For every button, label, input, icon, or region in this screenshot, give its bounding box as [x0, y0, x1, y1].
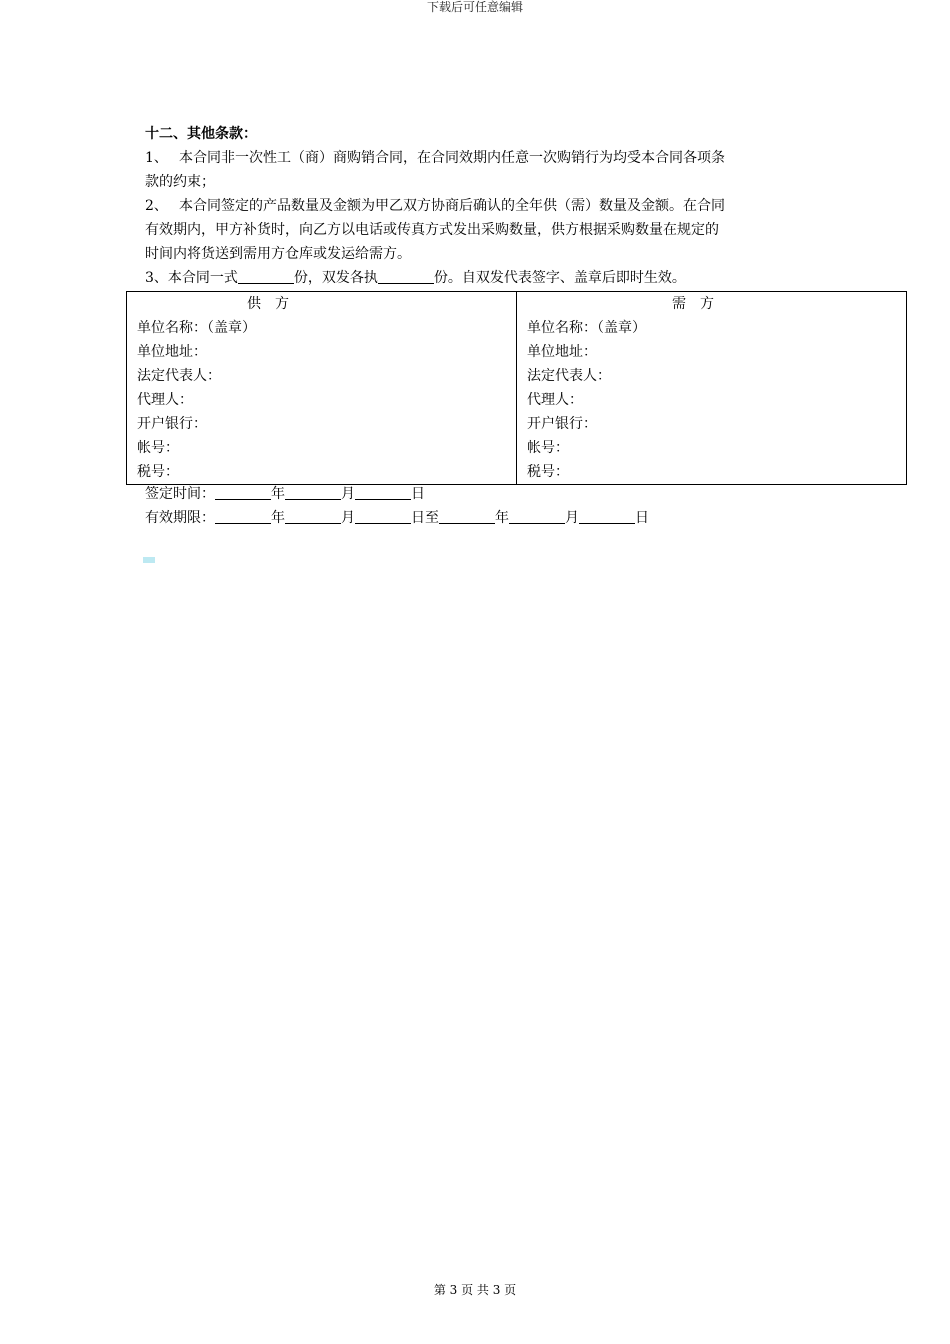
clause-3	[145, 266, 805, 290]
end-month-blank[interactable]	[509, 509, 565, 524]
clause-number: 2、	[145, 198, 168, 214]
buyer-column	[517, 292, 907, 485]
validity-label: 有效期限：	[145, 510, 215, 526]
signing-date-line	[145, 482, 649, 506]
clause-text: 本合同非一次性工（商）商购销合同，在合同效期内任意一次购销行为均受本合同各项条	[179, 150, 725, 166]
clause-2-continued: 有效期内，甲方补货时，向乙方以电话或传真方式发出采购数量，供方根据采购数量在规定的	[145, 222, 719, 238]
clause-number: 1、	[145, 150, 168, 166]
clause-text: 份，双发各执	[293, 270, 378, 286]
buyer-field: 法定代表人：	[527, 368, 611, 384]
supplier-field: 代理人：	[137, 392, 193, 408]
to-label: 日至	[411, 510, 439, 526]
buyer-field: 税号：	[527, 464, 569, 480]
start-month-blank[interactable]	[285, 509, 341, 524]
supplier-field: 开户银行：	[137, 416, 207, 432]
page-footer: 第 3 页 共 3 页	[433, 1283, 517, 1297]
supplier-heading: 供 方	[247, 296, 289, 312]
signing-date-label: 签定时间：	[145, 486, 215, 502]
other-terms-section	[145, 122, 805, 290]
supplier-field: 法定代表人：	[137, 368, 221, 384]
end-year-blank[interactable]	[439, 509, 495, 524]
supplier-column	[127, 292, 517, 485]
page-header: 下载后可任意编辑	[426, 0, 523, 14]
clause-text: 份。自双发代表签字、盖章后即时生效。	[433, 270, 686, 286]
month-label: 月	[341, 510, 355, 526]
supplier-field: 税号：	[137, 464, 179, 480]
cursor-marker	[143, 557, 155, 563]
signing-year-blank[interactable]	[215, 485, 271, 500]
buyer-field: 开户银行：	[527, 416, 597, 432]
buyer-heading: 需 方	[672, 296, 714, 312]
clause-text: 3、本合同一式	[145, 270, 238, 286]
supplier-field: 单位地址：	[137, 344, 207, 360]
buyer-field: 帐号：	[527, 440, 569, 456]
clause-1-continued: 款的约束；	[145, 174, 215, 190]
dates-block	[145, 482, 649, 530]
supplier-field: 帐号：	[137, 440, 179, 456]
start-year-blank[interactable]	[215, 509, 271, 524]
copies-blank[interactable]	[238, 269, 294, 284]
validity-line	[145, 506, 649, 530]
copies-each-blank[interactable]	[378, 269, 434, 284]
day-label: 日	[411, 486, 425, 502]
day-label: 日	[635, 510, 649, 526]
year-label: 年	[495, 510, 509, 526]
clause-2	[145, 194, 805, 218]
month-label: 月	[565, 510, 579, 526]
buyer-field: 单位地址：	[527, 344, 597, 360]
start-day-blank[interactable]	[355, 509, 411, 524]
buyer-field: 单位名称：（盖章）	[527, 320, 646, 336]
supplier-field: 单位名称：（盖章）	[137, 320, 256, 336]
buyer-field: 代理人：	[527, 392, 583, 408]
section-title: 十二、其他条款：	[145, 126, 257, 142]
year-label: 年	[271, 510, 285, 526]
signing-month-blank[interactable]	[285, 485, 341, 500]
clause-2-continued: 时间内将货送到需用方仓库或发运给需方。	[145, 246, 411, 262]
end-day-blank[interactable]	[579, 509, 635, 524]
parties-table	[126, 291, 907, 485]
clause-1	[145, 146, 805, 170]
clause-text: 本合同签定的产品数量及金额为甲乙双方协商后确认的全年供（需）数量及金额。在合同	[179, 198, 725, 214]
month-label: 月	[341, 486, 355, 502]
year-label: 年	[271, 486, 285, 502]
signing-day-blank[interactable]	[355, 485, 411, 500]
